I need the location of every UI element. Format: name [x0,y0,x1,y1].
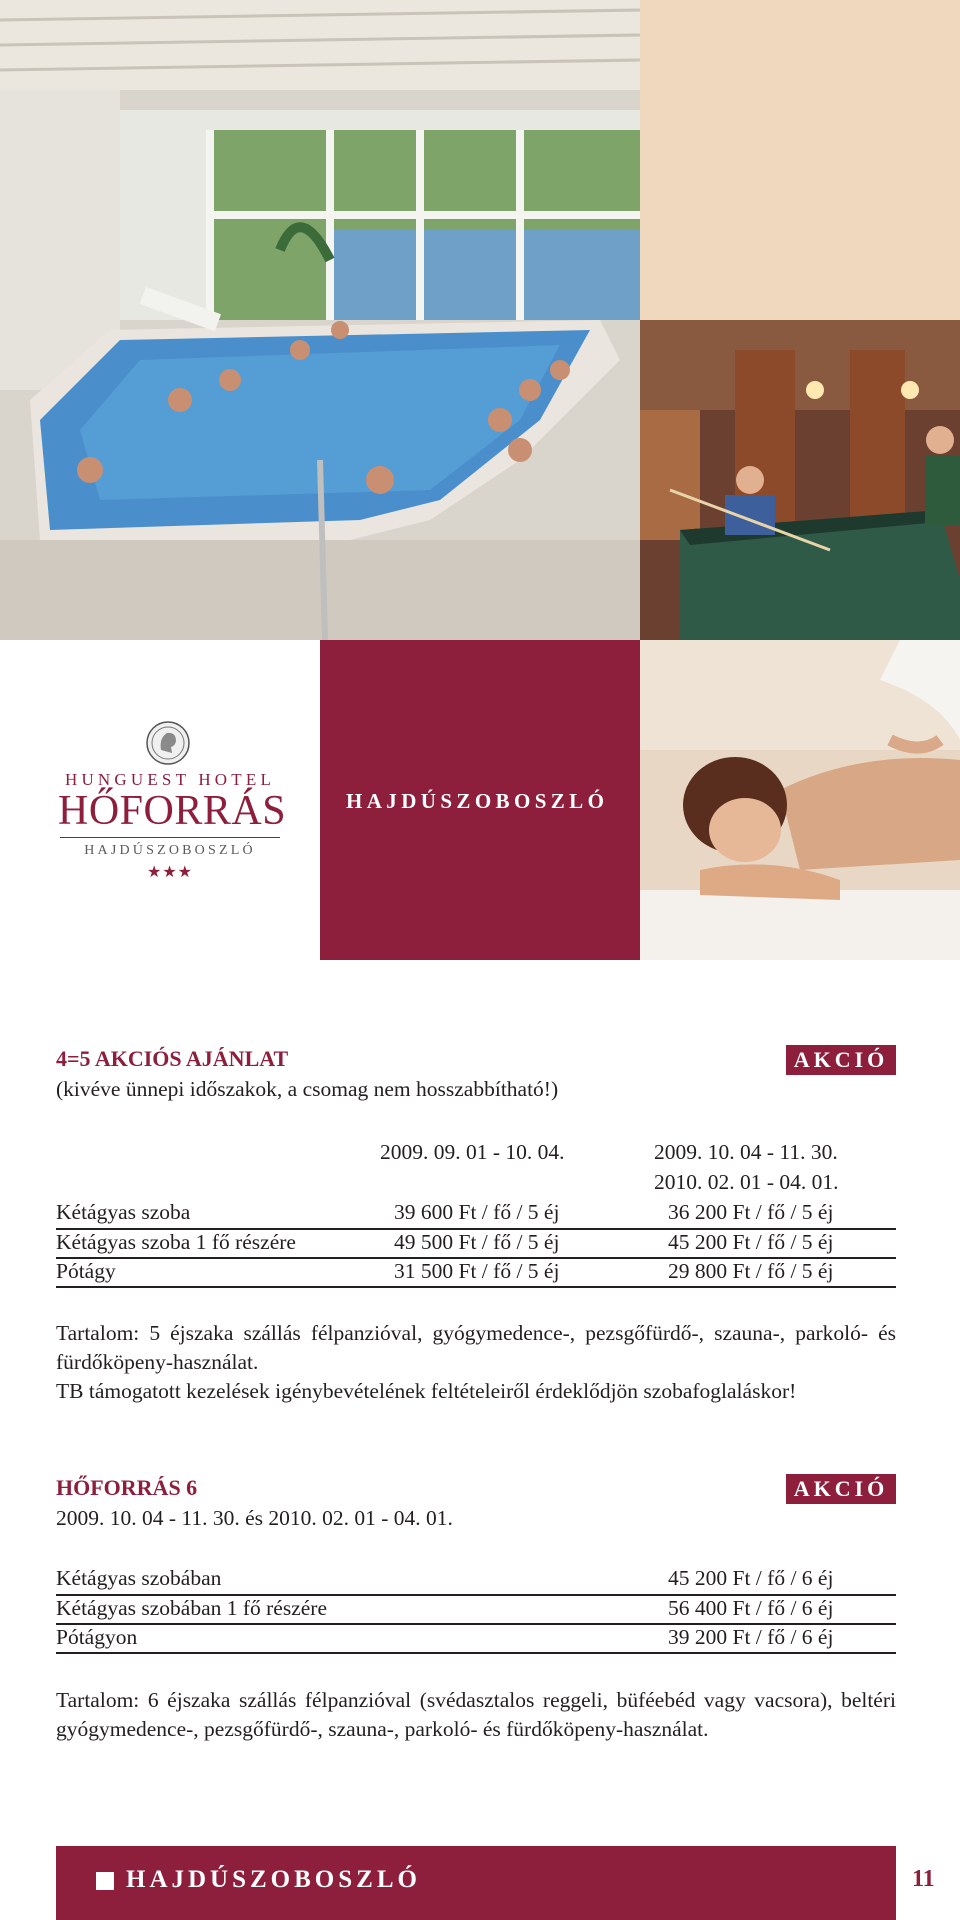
logo-brand-line: HUNGUEST HOTEL [64,770,276,789]
page-number: 11 [912,1866,935,1892]
beige-panel [640,0,960,320]
offer1-col-header-2: 2009. 10. 04 - 11. 30. [654,1140,838,1164]
offer2-title: HŐFORRÁS 6 [56,1475,198,1500]
offer1-row-label: Kétágyas szoba [56,1200,191,1224]
billiard-room-photo [640,320,960,640]
offer1-col-header-2-extra: 2010. 02. 01 - 04. 01. [654,1170,839,1194]
indoor-pool-photo [0,0,640,640]
offer2-row-label: Pótágyon [56,1625,138,1649]
offer1-col-header-1: 2009. 09. 01 - 10. 04. [380,1140,565,1164]
offer1-content: Tartalom: 5 éjszaka szállás félpanzióval, gyógymedence-, pezsgőfürdő-, szauna-, parkoló- és fürdőköpeny-használat. [56,1321,896,1374]
offer1-row-label: Pótágy [56,1259,116,1283]
offer1-row-price-2: 45 200 Ft / fő / 5 éj [668,1230,834,1254]
offer1-row-price-1: 31 500 Ft / fő / 5 éj [394,1259,560,1283]
massage-photo [640,640,960,960]
offer1-row-price-2: 36 200 Ft / fő / 5 éj [668,1200,834,1224]
medallion-icon [145,720,191,766]
offer1-row-price-1: 39 600 Ft / fő / 5 éj [394,1200,560,1224]
offer1-note: (kivéve ünnepi időszakok, a csomag nem hosszabbítható!) [56,1077,559,1101]
offer1-tb-note: TB támogatott kezelések igénybevételének feltételeiről érdeklődjön szobafoglaláskor! [56,1379,797,1403]
logo-hotel-name: HŐFORRÁS [58,788,287,834]
logo-divider [60,837,280,838]
offer1-badge: AKCIÓ [786,1045,896,1075]
offer2-row-price: 39 200 Ft / fő / 6 éj [668,1625,834,1649]
offer2-row-label: Kétágyas szobában 1 fő részére [56,1596,328,1620]
footer-label: HAJDÚSZOBOSZLÓ [126,1866,421,1893]
offer2-row-label: Kétágyas szobában [56,1566,222,1590]
table-rule [56,1286,896,1288]
offer2-row-price: 56 400 Ft / fő / 6 éj [668,1596,834,1620]
offer2-content: Tartalom: 6 éjszaka szállás félpanzióval (svédasztalos reggeli, büféebéd vagy vacsora), beltéri gyógymedence-, pezsgőfürdő-, szauna-, parkoló- és fürdőköpeny-használat. [56,1688,896,1741]
offer1-row-price-1: 49 500 Ft / fő / 5 éj [394,1230,560,1254]
logo-city: HAJDÚSZOBOSZLÓ [84,843,256,858]
square-bullet-icon [96,1872,114,1890]
offer1-row-label: Kétágyas szoba 1 fő részére [56,1230,296,1254]
offer1-row-price-2: 29 800 Ft / fő / 5 éj [668,1259,834,1283]
offer2-badge: AKCIÓ [786,1474,896,1504]
table-rule [56,1652,896,1654]
city-title: HAJDÚSZOBOSZLÓ [346,789,609,813]
offer2-dates: 2009. 10. 04 - 11. 30. és 2010. 02. 01 - 04. 01. [56,1506,453,1530]
logo-stars: ★★★ [146,864,194,881]
offer2-row-price: 45 200 Ft / fő / 6 éj [668,1566,834,1590]
offer1-title: 4=5 AKCIÓS AJÁNLAT [56,1046,289,1071]
